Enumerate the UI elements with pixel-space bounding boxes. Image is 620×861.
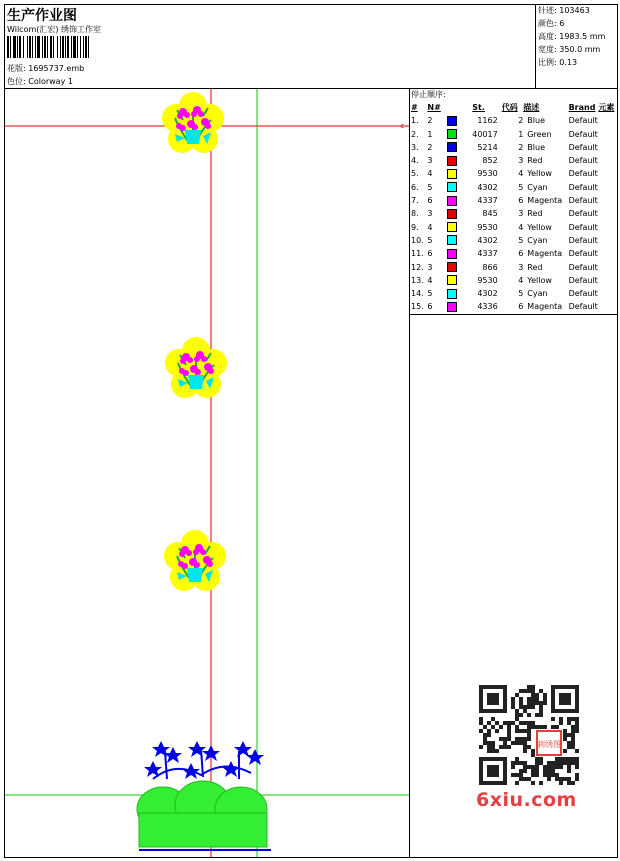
row-stitches: 9530: [477, 169, 498, 179]
row-element: [598, 221, 620, 234]
stop-row: [411, 128, 620, 141]
row-brand: Default: [568, 196, 598, 206]
stop-row: [411, 181, 620, 194]
row-element: [598, 247, 620, 260]
row-needle: 2: [427, 142, 433, 152]
row-index: 4.: [411, 156, 419, 166]
stop-row: [411, 114, 620, 127]
page-title: 生产作业图: [7, 8, 77, 24]
row-swatch: [447, 207, 472, 220]
bush-motif: [137, 741, 271, 850]
col-element: 元素: [598, 103, 615, 112]
row-description: Yellow: [527, 275, 552, 285]
stat-stitches: 针迹: 103463: [538, 6, 590, 15]
stop-row: [411, 247, 620, 260]
row-description: Magenta: [527, 302, 563, 312]
row-swatch: [447, 128, 472, 141]
row-code: 2: [518, 116, 524, 126]
stop-sequence-table: [411, 101, 620, 314]
row-element: [598, 261, 620, 274]
row-swatch: [447, 154, 472, 167]
color-swatch: [447, 169, 457, 179]
flower-motif-lower: [164, 530, 226, 591]
row-description: Red: [527, 209, 543, 219]
row-index: 6.: [411, 182, 419, 192]
color-swatch: [447, 222, 457, 232]
row-index: 3.: [411, 142, 419, 152]
row-element: [598, 154, 620, 167]
row-index: 14.: [411, 289, 424, 299]
row-code: 5: [518, 289, 524, 299]
row-swatch: [447, 300, 472, 313]
row-description: Yellow: [527, 222, 552, 232]
row-index: 5.: [411, 169, 419, 179]
stat-colors: 颜色: 6: [538, 19, 565, 28]
design-value: 1695737.emb: [28, 64, 85, 73]
stat-height: 高度: 1983.5 mm: [538, 32, 606, 41]
row-swatch: [447, 167, 472, 180]
color-swatch: [447, 129, 457, 139]
row-stitches: 4302: [477, 182, 498, 192]
row-stitches: 4337: [477, 249, 498, 259]
row-code: 4: [518, 275, 524, 285]
row-swatch: [447, 234, 472, 247]
row-needle: 3: [427, 262, 433, 272]
row-code: 6: [518, 196, 524, 206]
row-element: [598, 207, 620, 220]
row-code: 6: [518, 302, 524, 312]
row-swatch: [447, 114, 472, 127]
row-brand: Default: [568, 142, 598, 152]
row-brand: Default: [568, 222, 598, 232]
col-code: 代码: [501, 103, 518, 112]
col-needle: N#: [427, 103, 441, 112]
row-needle: 3: [427, 209, 433, 219]
row-description: Cyan: [527, 235, 548, 245]
row-needle: 6: [427, 196, 433, 206]
row-code: 3: [518, 156, 524, 166]
row-code: 2: [518, 142, 524, 152]
row-description: Magenta: [527, 249, 563, 259]
row-swatch: [447, 181, 472, 194]
row-index: 15.: [411, 302, 424, 312]
col-brand: Brand: [568, 103, 596, 112]
row-needle: 5: [427, 289, 433, 299]
row-code: 3: [518, 209, 524, 219]
row-stitches: 40017: [472, 129, 498, 139]
row-needle: 5: [427, 235, 433, 245]
row-description: Cyan: [527, 289, 548, 299]
row-index: 1.: [411, 116, 419, 126]
row-needle: 1: [427, 129, 433, 139]
row-needle: 4: [427, 275, 433, 285]
row-element: [598, 234, 620, 247]
flower-motif-middle: [165, 337, 227, 398]
stop-row: [411, 261, 620, 274]
row-index: 2.: [411, 129, 419, 139]
row-needle: 2: [427, 116, 433, 126]
row-code: 4: [518, 222, 524, 232]
row-swatch: [447, 274, 472, 287]
stat-scale: 比例: 0.13: [538, 58, 578, 67]
row-stitches: 5214: [477, 142, 498, 152]
row-brand: Default: [568, 169, 598, 179]
row-index: 13.: [411, 275, 424, 285]
watermark-brand: 6xiu.com: [476, 789, 577, 811]
design-canvas: [5, 89, 409, 857]
color-swatch: [447, 235, 457, 245]
stop-row: [411, 194, 620, 207]
row-needle: 4: [427, 222, 433, 232]
row-code: 6: [518, 249, 524, 259]
col-stitches: St.: [472, 103, 485, 112]
header-divider-vertical: [535, 4, 536, 89]
row-element: [598, 181, 620, 194]
row-brand: Default: [568, 249, 598, 259]
table-bottom-divider: [409, 314, 618, 315]
row-stitches: 4336: [477, 302, 498, 312]
color-swatch: [447, 116, 457, 126]
row-stitches: 9530: [477, 275, 498, 285]
row-stitches: 4302: [477, 235, 498, 245]
row-swatch: [447, 194, 472, 207]
row-stitches: 9530: [477, 222, 498, 232]
qr-stamp: 刺绣图: [537, 740, 561, 749]
row-swatch: [447, 141, 472, 154]
color-swatch: [447, 142, 457, 152]
color-swatch: [447, 249, 457, 259]
row-brand: Default: [568, 262, 598, 272]
row-needle: 6: [427, 302, 433, 312]
row-description: Red: [527, 156, 543, 166]
stop-row: [411, 287, 620, 300]
row-description: Red: [527, 262, 543, 272]
row-brand: Default: [568, 235, 598, 245]
row-stitches: 4302: [477, 289, 498, 299]
color-swatch: [447, 262, 457, 272]
color-swatch: [447, 302, 457, 312]
col-description: 描述: [523, 103, 540, 112]
row-element: [598, 287, 620, 300]
design-label: 花版:: [7, 64, 26, 73]
table-header: [411, 101, 620, 114]
stop-row: [411, 167, 620, 180]
row-index: 9.: [411, 222, 419, 232]
row-brand: Default: [568, 275, 598, 285]
color-swatch: [447, 182, 457, 192]
barcode: [7, 36, 141, 58]
row-description: Cyan: [527, 182, 548, 192]
row-description: Blue: [527, 116, 545, 126]
row-element: [598, 274, 620, 287]
row-needle: 3: [427, 156, 433, 166]
row-brand: Default: [568, 302, 598, 312]
design-stats: [538, 4, 605, 69]
row-index: 12.: [411, 262, 424, 272]
row-stitches: 852: [482, 156, 498, 166]
row-element: [598, 300, 620, 313]
row-element: [598, 128, 620, 141]
stop-row: [411, 274, 620, 287]
row-swatch: [447, 287, 472, 300]
color-swatch: [447, 209, 457, 219]
row-element: [598, 141, 620, 154]
row-stitches: 845: [482, 209, 498, 219]
row-description: Magenta: [527, 196, 563, 206]
row-code: 1: [518, 129, 524, 139]
panel-divider: [409, 88, 410, 858]
color-swatch: [447, 289, 457, 299]
row-index: 10.: [411, 235, 424, 245]
row-element: [598, 194, 620, 207]
row-code: 5: [518, 182, 524, 192]
colorway-label: 色位:: [7, 77, 26, 86]
stop-row: [411, 154, 620, 167]
color-swatch: [447, 196, 457, 206]
row-stitches: 866: [482, 262, 498, 272]
row-index: 8.: [411, 209, 419, 219]
row-element: [598, 167, 620, 180]
row-swatch: [447, 221, 472, 234]
stop-row: [411, 207, 620, 220]
col-index: #: [411, 103, 418, 112]
row-description: Green: [527, 129, 552, 139]
row-index: 11.: [411, 249, 424, 259]
colorway: [7, 76, 73, 87]
row-brand: Default: [568, 209, 598, 219]
row-brand: Default: [568, 156, 598, 166]
row-needle: 6: [427, 249, 433, 259]
row-code: 4: [518, 169, 524, 179]
row-description: Blue: [527, 142, 545, 152]
row-element: [598, 114, 620, 127]
watermark: [471, 681, 586, 813]
company-name: Wilcom(汇宏) 绣饰工作室: [7, 25, 102, 34]
color-swatch: [447, 156, 457, 166]
guide-marker: -c: [398, 122, 405, 130]
row-swatch: [447, 261, 472, 274]
stop-row: [411, 300, 620, 313]
stop-row: [411, 234, 620, 247]
colorway-value: Colorway 1: [28, 77, 73, 86]
row-code: 5: [518, 235, 524, 245]
design-file: [7, 63, 84, 74]
row-brand: Default: [568, 116, 598, 126]
row-description: Yellow: [527, 169, 552, 179]
row-swatch: [447, 247, 472, 260]
stop-row: [411, 221, 620, 234]
stop-sequence-title: 停止顺序:: [411, 90, 446, 99]
color-swatch: [447, 275, 457, 285]
row-stitches: 4337: [477, 196, 498, 206]
row-stitches: 1162: [477, 116, 498, 126]
stop-row: [411, 141, 620, 154]
qr-code: [479, 685, 579, 785]
flower-motif-top: [162, 92, 224, 153]
row-code: 3: [518, 262, 524, 272]
row-brand: Default: [568, 289, 598, 299]
row-needle: 5: [427, 182, 433, 192]
row-needle: 4: [427, 169, 433, 179]
row-brand: Default: [568, 182, 598, 192]
row-brand: Default: [568, 129, 598, 139]
row-index: 7.: [411, 196, 419, 206]
stat-width: 宽度: 350.0 mm: [538, 45, 601, 54]
